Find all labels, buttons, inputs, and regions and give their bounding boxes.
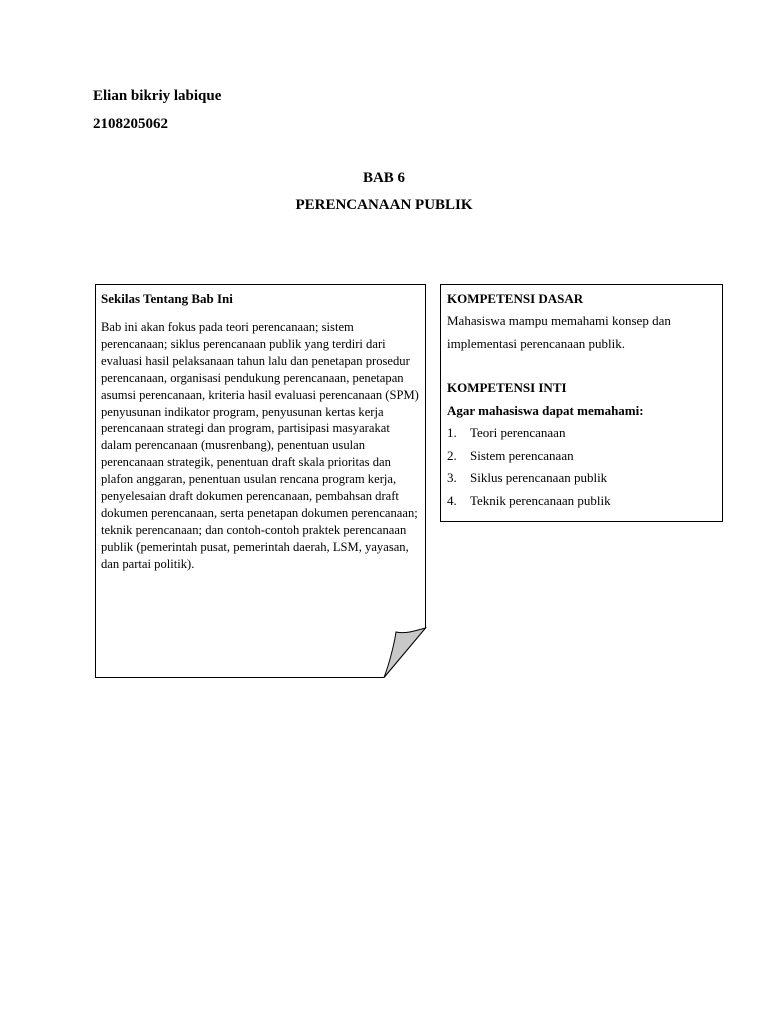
author-name: Elian bikriy labique [93,88,222,104]
list-item: 1. Teori perencanaan [447,425,566,440]
core-competency-subtitle: Agar mahasiswa dapat memahami: [447,403,644,418]
summary-heading: Sekilas Tentang Bab Ini [101,291,233,306]
list-item: 2. Sistem perencanaan [447,447,574,463]
competency-box [440,284,723,522]
basic-competency-text: Mahasiswa mampu memahami konsep dan implementasi perencanaan publik. [447,313,671,351]
list-item: 3. Siklus perencanaan publik [447,470,608,486]
student-id: 2108205062 [93,116,168,132]
summary-box [95,284,427,678]
list-item: 4. Teknik perencanaan publik [447,492,611,508]
core-competency-title: KOMPETENSI INTI [447,380,567,395]
core-competency-list [447,422,716,512]
basic-competency-title: KOMPETENSI DASAR [447,291,584,306]
summary-body: Bab ini akan fokus pada teori perencanaan; sistem perencanaan; siklus perencanaan publik yang terdiri dari evaluasi hasil pelaksanaan tahun lalu dan penetapan prosedur perencanaan, organisasi pendukung perencanaan, penetapan asumsi perencanaan, kriteria hasil evaluasi perencanaan (SPM) penyusunan indikator program, penyusunan kertas kerja perencanaan strategi dan program, partisipasi masyarakat dalam perencanaan (musrenbang), penentuan usulan perencanaan strategik, penentuan draft skala prioritas dan plafon anggaran, penentuan usulan rencana program kerja, penyelesaian draft dokumen perencanaan, pembahsan draft dokumen perencanaan, serta penetapan dokumen perencanaan; teknik perencanaan; dan contoh-contoh praktek perencanaan publik (pemerintah pusat, pemerintah daerah, LSM, yayasan, dan partai politik). [101,320,419,571]
chapter-title: PERENCANAAN PUBLIK [295,197,473,213]
chapter-number: BAB 6 [362,170,406,186]
